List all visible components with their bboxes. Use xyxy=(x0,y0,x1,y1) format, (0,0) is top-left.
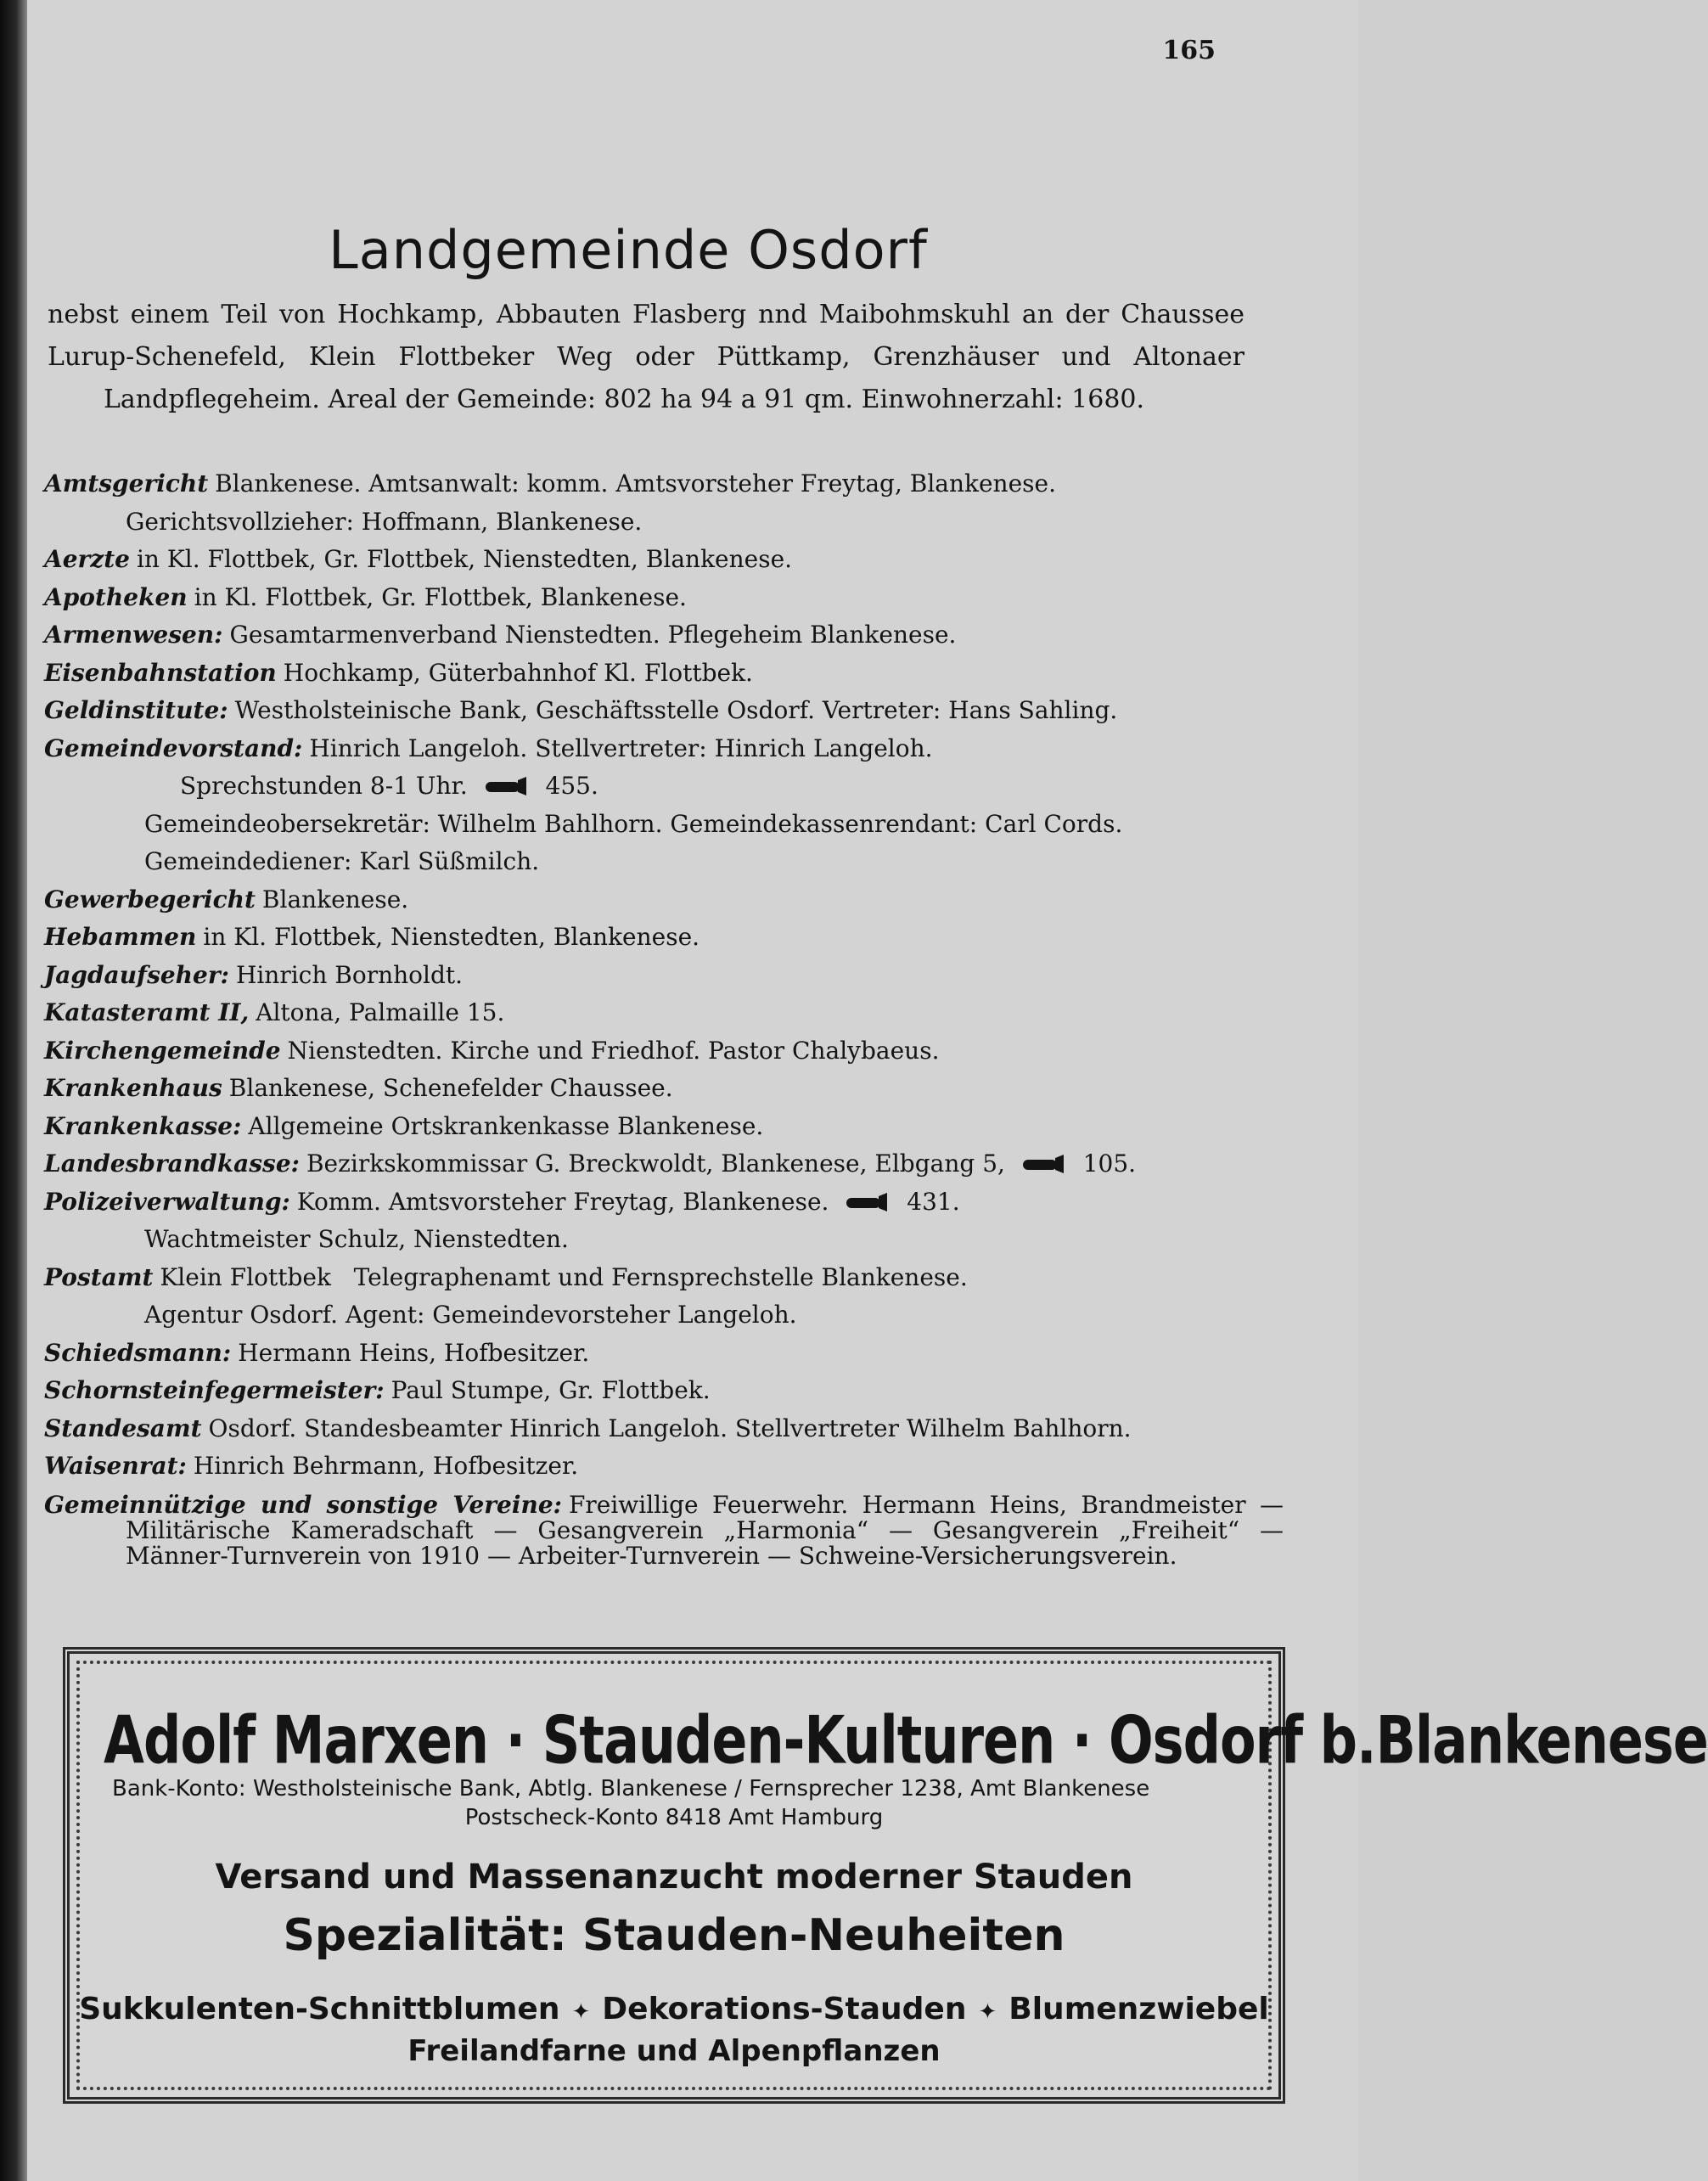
entry-katasteramt xyxy=(44,994,1284,1032)
star-separator-icon: ✦ xyxy=(571,1999,591,2025)
entry-text: Hinrich Behrmann, Hofbesitzer. xyxy=(193,1452,579,1480)
entry-armenwesen xyxy=(44,616,1284,655)
page-title: Landgemeinde Osdorf xyxy=(329,219,928,281)
entry-key: Aerzte xyxy=(44,545,130,573)
phone-number: 105. xyxy=(1082,1150,1137,1178)
ad-bank-account: Bank-Konto: Westholsteinische Bank, Abtlg. Blankenese / Fernsprecher 1238, Amt Blankenese xyxy=(112,1776,1150,1802)
entry-krankenkasse xyxy=(44,1108,1284,1146)
entry-standesamt xyxy=(44,1410,1284,1448)
entry-text: in Kl. Flottbek, Gr. Flottbek, Blankenese. xyxy=(194,582,687,611)
entry-text: in Kl. Flottbek, Gr. Flottbek, Nienstedten, Blankenese. xyxy=(136,545,793,573)
intro-paragraph xyxy=(48,294,1244,421)
entry-gewerbegericht xyxy=(44,881,1284,919)
entry-text: Komm. Amtsvorsteher Freytag, Blankenese. xyxy=(296,1187,829,1216)
ad-ferns: Freilandfarne und Alpenpflanzen xyxy=(407,2034,941,2068)
intro-line: Landpflegeheim. Areal der Gemeinde: 802 ha 94 a 91 qm. Einwohnerzahl: 1680. xyxy=(104,385,1145,414)
entry-apotheken xyxy=(44,579,1284,617)
entry-continuation: Wachtmeister Schulz, Nienstedten. xyxy=(144,1225,569,1253)
ad-postscheck: Postscheck-Konto 8418 Amt Hamburg xyxy=(464,1805,884,1830)
entry-text: Freiwillige Feuerwehr. Hermann Heins, Brandmeister — Militärische Kameradschaft — Gesangverein „Harmonia“ — Gesangverein „Freiheit“ — Männer-Turnverein von 1910 — Arbeiter-Turnverein — Schweine-Versicherungsverein. xyxy=(126,1490,1284,1570)
entry-key: Amtsgericht xyxy=(44,469,209,497)
entry-text: Hinrich Langeloh. Stellvertreter: Hinrich Langeloh. xyxy=(309,734,933,762)
page-number: 165 xyxy=(1162,36,1216,65)
entry-text: Blankenese. Amtsanwalt: komm. Amtsvorsteher Freytag, Blankenese. xyxy=(215,469,1056,497)
entry-text: Westholsteinische Bank, Geschäftsstelle Osdorf. Vertreter: Hans Sahling. xyxy=(234,696,1118,724)
entry-aerzte xyxy=(44,541,1284,579)
ad-product: Blumenzwiebel xyxy=(1009,1992,1269,2026)
entry-text: Hermann Heins, Hofbesitzer. xyxy=(238,1338,590,1367)
intro-line: nebst einem Teil von Hochkamp, Abbauten Flasberg nnd Maibohmskuhl an der Chaussee xyxy=(48,300,1244,329)
entry-text: Blankenese. xyxy=(261,885,409,913)
entry-continuation: Gerichtsvollzieher: Hoffmann, Blankenese. xyxy=(126,507,643,536)
ad-slogan: Versand und Massenanzucht moderner Stauden xyxy=(215,1858,1133,1897)
entry-jagdaufseher xyxy=(44,957,1284,995)
entry-key: Schornsteinfegermeister: xyxy=(44,1376,385,1404)
entry-continuation: Agentur Osdorf. Agent: Gemeindevorsteher Langeloh. xyxy=(144,1301,797,1329)
entry-text: Nienstedten. Kirche und Friedhof. Pastor Chalybaeus. xyxy=(287,1036,940,1065)
entry-geldinstitute xyxy=(44,692,1284,730)
entry-amtsgericht xyxy=(44,465,1284,503)
entry-key: Apotheken xyxy=(44,582,188,611)
entry-key: Standesamt xyxy=(44,1414,202,1442)
entry-schiedsmann xyxy=(44,1335,1284,1373)
entry-eisenbahnstation xyxy=(44,655,1284,693)
telephone-icon xyxy=(1023,1154,1065,1174)
ad-headline: Adolf Marxen · Stauden-Kulturen · Osdorf b.Blankenese xyxy=(104,1701,1708,1779)
entry-continuation: Gemeindediener: Karl Süßmilch. xyxy=(144,847,540,875)
entry-key: Hebammen xyxy=(44,923,197,951)
entry-key: Katasteramt II, xyxy=(44,998,250,1026)
entry-schornsteinfegermeister xyxy=(44,1372,1284,1410)
ad-product: Sukkulenten-Schnittblumen xyxy=(79,1992,560,2026)
entry-key: Waisenrat: xyxy=(44,1452,187,1480)
entry-text: Blankenese, Schenefelder Chaussee. xyxy=(228,1074,673,1102)
entry-key: Kirchengemeinde xyxy=(44,1036,281,1065)
entry-postamt xyxy=(44,1259,1284,1297)
ad-products xyxy=(70,1992,1278,2026)
book-binding-shadow xyxy=(0,0,27,2181)
entry-text: Hinrich Bornholdt. xyxy=(235,960,464,989)
entry-text: Osdorf. Standesbeamter Hinrich Langeloh. Stellvertreter Wilhelm Bahlhorn. xyxy=(208,1414,1132,1442)
entry-polizeiverwaltung xyxy=(44,1183,1284,1222)
entry-continuation xyxy=(44,767,1284,806)
telephone-icon xyxy=(486,776,528,796)
advertisement-box xyxy=(63,1647,1708,2104)
entry-kirchengemeinde xyxy=(44,1032,1284,1071)
ad-specialty: Spezialität: Stauden-Neuheiten xyxy=(283,1910,1065,1961)
entry-key: Schiedsmann: xyxy=(44,1338,232,1367)
entry-key: Postamt xyxy=(44,1262,154,1291)
entry-hebammen xyxy=(44,919,1284,957)
entry-text: Paul Stumpe, Gr. Flottbek. xyxy=(390,1376,711,1404)
entry-key: Gemeindevorstand: xyxy=(44,734,303,762)
entry-text: Bezirkskommissar G. Breckwoldt, Blankenese, Elbgang 5, xyxy=(306,1150,1005,1178)
entry-krankenhaus xyxy=(44,1070,1284,1108)
ad-product: Dekorations-Stauden xyxy=(602,1992,967,2026)
star-separator-icon: ✦ xyxy=(978,1999,997,2025)
entry-key: Landesbrandkasse: xyxy=(44,1150,300,1178)
telephone-icon xyxy=(846,1192,889,1212)
entry-vereine xyxy=(44,1486,1284,1569)
entry-gemeindevorstand xyxy=(44,730,1284,768)
entry-continuation: Gemeindeobersekretär: Wilhelm Bahlhorn. Gemeindekassenrendant: Carl Cords. xyxy=(144,809,1123,838)
entry-waisenrat xyxy=(44,1447,1284,1486)
entry-key: Armenwesen: xyxy=(44,621,223,649)
entry-landesbrandkasse xyxy=(44,1145,1284,1183)
entry-key: Polizeiverwaltung: xyxy=(44,1187,290,1216)
entry-key: Krankenhaus xyxy=(44,1074,222,1102)
entry-key: Gewerbegericht xyxy=(44,885,256,913)
phone-number: 455. xyxy=(545,772,598,800)
phone-number: 431. xyxy=(907,1187,960,1216)
directory-entries xyxy=(44,465,1284,1569)
entry-text: Allgemeine Ortskrankenkasse Blankenese. xyxy=(248,1111,764,1140)
entry-text: in Kl. Flottbek, Nienstedten, Blankenese. xyxy=(203,923,700,951)
entry-key: Geldinstitute: xyxy=(44,696,228,724)
office-hours: Sprechstunden 8-1 Uhr. xyxy=(180,772,468,800)
entry-text: Gesamtarmenverband Nienstedten. Pflegeheim Blankenese. xyxy=(229,621,957,649)
entry-key: Krankenkasse: xyxy=(44,1111,242,1140)
entry-key: Eisenbahnstation xyxy=(44,658,277,687)
entry-text: Hochkamp, Güterbahnhof Kl. Flottbek. xyxy=(283,658,753,687)
entry-text: Altona, Palmaille 15. xyxy=(256,998,505,1026)
entry-key: Gemeinnützige und sonstige Vereine: xyxy=(44,1490,562,1519)
entry-key: Jagdaufseher: xyxy=(44,960,229,989)
intro-line: Lurup-Schenefeld, Klein Flottbeker Weg oder Püttkamp, Grenzhäuser und Altonaer xyxy=(48,342,1244,372)
entry-text: Klein Flottbek Telegraphenamt und Fernsprechstelle Blankenese. xyxy=(160,1262,968,1291)
